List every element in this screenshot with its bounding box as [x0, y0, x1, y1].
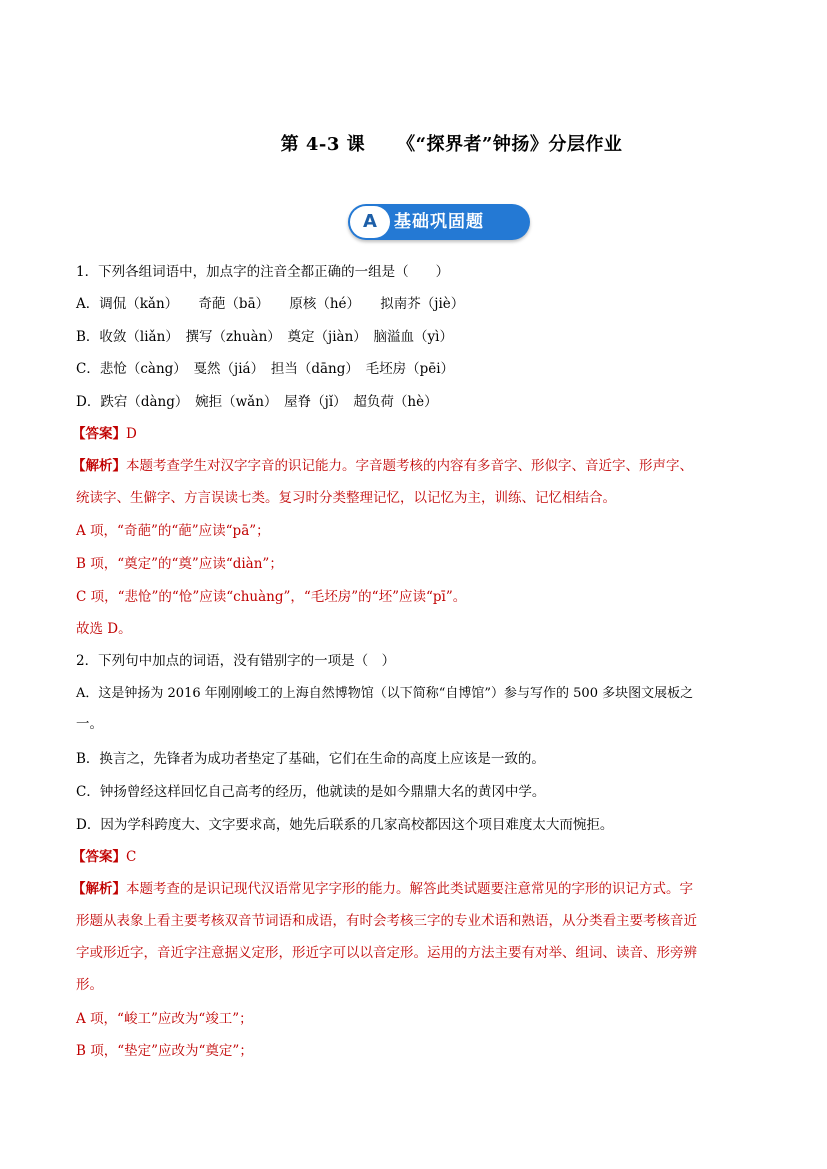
- q1-analysis-label: 【解析】: [72, 458, 126, 474]
- q2-option-c: C．钟扬曾经这样回忆自己高考的经历，他就读的是如今鼎鼎大名的黄冈中学。: [76, 784, 546, 800]
- q2-answer-label: 【答案】: [72, 849, 126, 865]
- q1-answer: [72, 424, 137, 444]
- q2-stem: 2．下列句中加点的词语，没有错别字的一项是（ ）: [76, 653, 396, 669]
- q2-item-b: B 项，“垫定”应改为“奠定”；: [76, 1043, 253, 1059]
- q1-stem: 1．下列各组词语中，加点字的注音全都正确的一组是（ ）: [76, 264, 450, 280]
- q1-item-a: A 项，“奇葩”的“葩”应读“pā”；: [76, 523, 270, 539]
- q1-option-d: D．跌宕（dàng） 婉拒（wǎn） 屋脊（jǐ） 超负荷（hè）: [76, 394, 438, 410]
- q1-analysis-line2: 统读字、生僻字、方言误读七类。复习时分类整理记忆，以记忆为主，训练、记忆相结合。: [76, 490, 616, 506]
- lesson-name: 《“探界者”钟扬》分层作业: [397, 134, 623, 155]
- q2-answer-value: C: [126, 849, 137, 865]
- page-title: [0, 130, 827, 156]
- q1-answer-value: D: [126, 426, 137, 442]
- q1-option-c: C．悲怆（càng） 戛然（jiá） 担当（dāng） 毛坯房（pēi）: [76, 361, 455, 377]
- q2-analysis-line2: 形题从表象上看主要考核双音节词语和成语，有时会考核三字的专业术语和熟语，从分类看主要考核音近: [76, 913, 697, 929]
- q2-analysis-line3: 字或形近字，音近字注意据义定形，形近字可以以音定形。运用的方法主要有对举、组词、读音、形旁辨: [76, 945, 697, 961]
- section-letter: A: [350, 206, 390, 238]
- q1-conclusion: 故选 D。: [76, 621, 132, 637]
- lesson-number: 第 4-3 课: [280, 134, 366, 155]
- q1-item-c: C 项，“悲怆”的“怆”应读“chuàng”，“毛坯房”的“坯”应读“pī”。: [76, 589, 467, 605]
- q2-analysis-line1: 本题考查的是识记现代汉语常见字字形的能力。解答此类试题要注意常见的字形的识记方式。字: [126, 881, 693, 897]
- q2-analysis-label: 【解析】: [72, 881, 126, 897]
- q2-analysis-line4: 形。: [76, 977, 103, 993]
- q1-answer-label: 【答案】: [72, 426, 126, 442]
- q1-option-b: B．收敛（liǎn） 撰写（zhuàn） 奠定（jiàn） 脑溢血（yì）: [76, 329, 453, 345]
- q1-analysis-line1: 本题考查学生对汉字字音的识记能力。字音题考核的内容有多音字、形似字、音近字、形声字、: [126, 458, 693, 474]
- q2-analysis: [72, 879, 693, 899]
- q2-option-a-line1: A．这是钟扬为 2016 年刚刚峻工的上海自然博物馆（以下简称“自博馆”）参与写作的 500 多块图文展板之: [76, 686, 694, 701]
- section-badge: [348, 204, 530, 240]
- q2-option-d: D．因为学科跨度大、文字要求高，她先后联系的几家高校都因这个项目难度太大而惋拒。: [76, 817, 614, 833]
- q2-item-a: A 项，“峻工”应改为“竣工”；: [76, 1011, 253, 1027]
- q1-option-a: A．调侃（kǎn） 奇葩（bā） 原核（hé） 拟南芥（jiè）: [76, 296, 465, 312]
- q2-answer: [72, 847, 136, 867]
- q1-analysis: [72, 456, 693, 476]
- section-label: 基础巩固题: [394, 212, 484, 232]
- q1-item-b: B 项，“奠定”的“奠”应读“diàn”；: [76, 556, 283, 572]
- q2-option-a-line2: 一。: [76, 716, 103, 732]
- q2-option-b: B．换言之，先锋者为成功者垫定了基础，它们在生命的高度上应该是一致的。: [76, 751, 545, 767]
